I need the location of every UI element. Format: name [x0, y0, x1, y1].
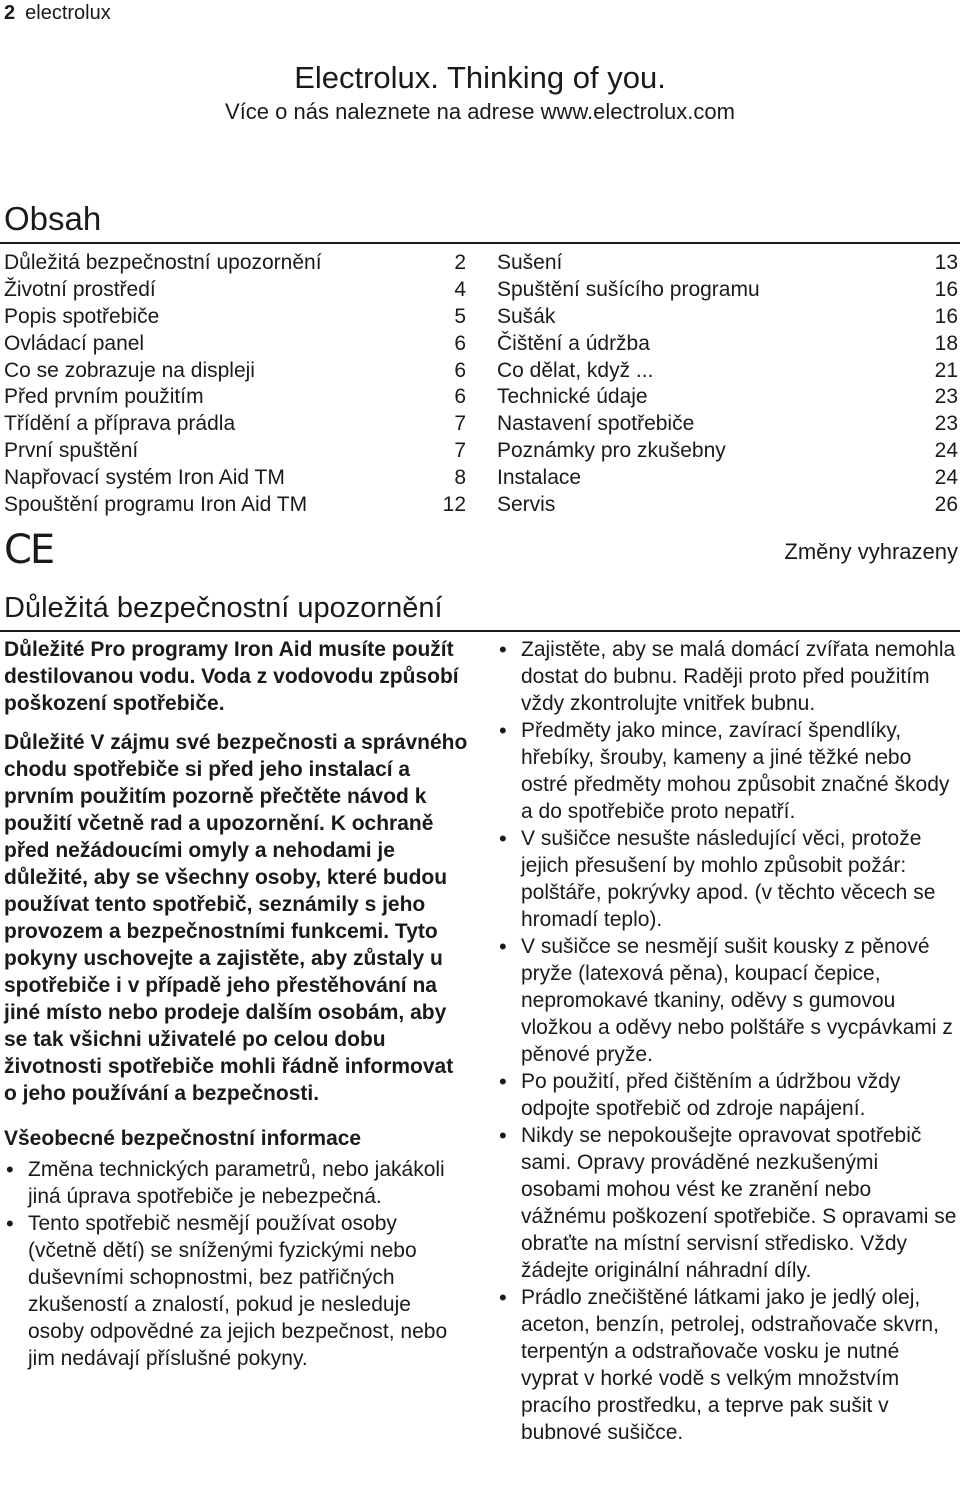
safety-bullet-item: • Tento spotřebič nesmějí používat osoby (včetně dětí) se sníženými fyzickými nebo duševními schopnostmi, bez patřičných zkušeností a znalostí, pokud je nesleduje osoby odpovědné za jejich bezpečnost, nebo jim nedávají příslušné pokyny. [4, 1210, 470, 1372]
contents-entry-label: Popis spotřebiče [4, 304, 160, 328]
contents-entry-page: 6 [454, 385, 466, 409]
contents-entry [497, 250, 958, 277]
contents-entry [497, 438, 958, 465]
contents-entry-page: 7 [454, 439, 466, 463]
contents-entry-label: Instalace [497, 466, 582, 490]
contents-entry-label: První spuštění [4, 439, 139, 463]
contents-entry-label: Sušák [497, 304, 556, 328]
contents-entry [4, 465, 466, 492]
safety-divider [0, 630, 960, 632]
contents-entry [4, 304, 466, 331]
contents-entry-page: 23 [934, 412, 958, 436]
safety-right-column [497, 636, 960, 1446]
contents-entry [497, 411, 958, 438]
contents-entry-page: 24 [934, 466, 958, 490]
contents-entry [497, 331, 958, 358]
page-header [4, 0, 111, 26]
contents-entry [497, 304, 958, 331]
contents-entry-label: Spuštění sušícího programu [497, 277, 760, 301]
general-safety-list [4, 1156, 470, 1372]
contents-entry-label: Technické údaje [497, 385, 648, 409]
contents-entry [4, 358, 466, 385]
distilled-water-warning: Důležité Pro programy Iron Aid musíte použít destilovanou vodu. Voda z vodovodu způsobí poškození spotřebiče. [4, 638, 459, 715]
contents-entry-page: 6 [454, 331, 466, 355]
contents-entry-page: 26 [934, 493, 958, 517]
contents-entry-page: 23 [934, 385, 958, 409]
contents-entry [497, 277, 958, 304]
safety-bullet-item: • Prádlo znečištěné látkami jako je jedlý olej, aceton, benzín, petrolej, odstraňovače skvrn, terpentýn a odstraňovače vosku je nutné vyprat v horké vodě s velkým množstvím pracího prostředku, a teprve pak sušit v bubnové sušičce. [497, 1284, 960, 1446]
contents-entry [4, 492, 466, 519]
safety-bullet-item: • V sušičce se nesmějí sušit kousky z pěnové pryže (latexová pěna), koupací čepice, nepromokavé tkaniny, oděvy s gumovou vložkou a oděvy nebo polštáře s vycpávkami z pěnové pryže. [497, 933, 960, 1068]
contents-entry-label: Před prvním použitím [4, 385, 204, 409]
contents-entry [4, 411, 466, 438]
contents-entry-page: 21 [934, 358, 958, 382]
contents-entry [4, 331, 466, 358]
safety-bullet-item: • Zajistěte, aby se malá domácí zvířata nemohla dostat do bubnu. Raději proto před použitím vždy zkontrolujte vnitřek bubnu. [497, 636, 960, 717]
contents-entry-label: Napřovací systém Iron Aid TM [4, 466, 285, 490]
contents-entry-label: Čištění a údržba [497, 331, 650, 355]
changes-reserved-note: Změny vyhrazeny [784, 539, 958, 564]
tagline-website: Více o nás naleznete na adrese www.electrolux.com [225, 99, 735, 124]
contents-entry-label: Ovládací panel [4, 331, 145, 355]
contents-entry [4, 250, 466, 277]
contents-list-left [4, 250, 466, 519]
contents-entry [4, 438, 466, 465]
contents-entry-label: Spouštění programu Iron Aid TM [4, 493, 308, 517]
safety-bullet-item: • Předměty jako mince, zavírací špendlíky, hřebíky, šrouby, kameny a jiné těžké nebo ostré předměty mohou způsobit značné škody a do spotřebiče proto nepatří. [497, 717, 960, 825]
contents-entry-page: 13 [934, 251, 958, 274]
contents-title: Obsah [4, 200, 102, 237]
contents-entry [4, 277, 466, 304]
contents-entry [497, 384, 958, 411]
general-safety-heading: Všeobecné bezpečnostní informace [4, 1127, 362, 1150]
contents-entry-page: 12 [442, 493, 466, 517]
contents-entry [4, 384, 466, 411]
contents-list-right [497, 250, 958, 519]
contents-entry-label: Co dělat, když ... [497, 358, 654, 382]
safety-bullet-item: • Nikdy se nepokoušejte opravovat spotřebič sami. Opravy prováděné nezkušenými osobami mohou vést ke zranění nebo vážnému poškození spotřebiče. S opravami se obraťte na místní servisní středisko. Vždy žádejte originální náhradní díly. [497, 1122, 960, 1284]
page-number: 2 [4, 2, 16, 24]
contents-entry-page: 7 [454, 412, 466, 436]
safety-bullet-item: • Po použití, před čištěním a údržbou vždy odpojte spotřebič od zdroje napájení. [497, 1068, 960, 1122]
contents-entry-label: Třídění a příprava prádla [4, 412, 236, 436]
contents-entry-page: 24 [934, 439, 958, 463]
safety-title: Důležitá bezpečnostní upozornění [4, 592, 443, 624]
contents-entry-page: 5 [454, 304, 466, 328]
safety-bullet-item: • Změna technických parametrů, nebo jakákoli jiná úprava spotřebiče je nebezpečná. [4, 1156, 470, 1210]
brand-name: electrolux [25, 2, 111, 24]
contents-entry [497, 492, 958, 519]
tagline-slogan: Electrolux. Thinking of you. [294, 60, 666, 95]
contents-entry-page: 18 [934, 331, 958, 355]
contents-entry-page: 6 [454, 358, 466, 382]
safety-left-column [4, 636, 470, 1372]
contents-entry [497, 465, 958, 492]
safety-list-continued [497, 636, 960, 1446]
safety-bullet-item: • V sušičce nesušte následující věci, protože jejich přesušení by mohlo způsobit požár: polštáře, pokrývky apod. (v těchto věcech se hromadí teplo). [497, 825, 960, 933]
contents-entry-page: 16 [934, 277, 958, 301]
contents-entry-label: Nastavení spotřebiče [497, 412, 695, 436]
contents-entry [497, 358, 958, 385]
contents-entry-label: Sušení [497, 251, 563, 274]
contents-entry-page: 4 [454, 277, 466, 301]
contents-entry-page: 2 [454, 251, 466, 274]
safety-intro-paragraph: Důležité V zájmu své bezpečnosti a správného chodu spotřebiče si před jeho instalací a prvním použitím pozorně přečtěte návod k použití včetně rad a upozornění. K ochraně před nežádoucími omyly a nehodami je důležité, aby se všechny osoby, které budou používat tento spotřebič, seznámily s jeho provozem a bezpečnostními funkcemi. Tyto pokyny uschovejte a zajistěte, aby zůstaly u spotřebiče i v případě jeho přestěhování na jiné místo nebo prodeje dalším osobám, aby se tak všichni uživatelé po celou dobu životnosti spotřebiče mohli řádně informovat o jeho používání a bezpečnosti. [4, 731, 468, 1105]
contents-entry-label: Důležitá bezpečnostní upozornění [4, 251, 322, 274]
contents-entry-label: Životní prostředí [4, 277, 156, 301]
contents-divider [0, 242, 960, 244]
contents-entry-page: 16 [934, 304, 958, 328]
contents-entry-page: 8 [454, 466, 466, 490]
contents-entry-label: Co se zobrazuje na displeji [4, 358, 255, 382]
ce-mark-logo: CE [4, 527, 54, 573]
contents-entry-label: Servis [497, 493, 556, 517]
contents-entry-label: Poznámky pro zkušebny [497, 439, 726, 463]
